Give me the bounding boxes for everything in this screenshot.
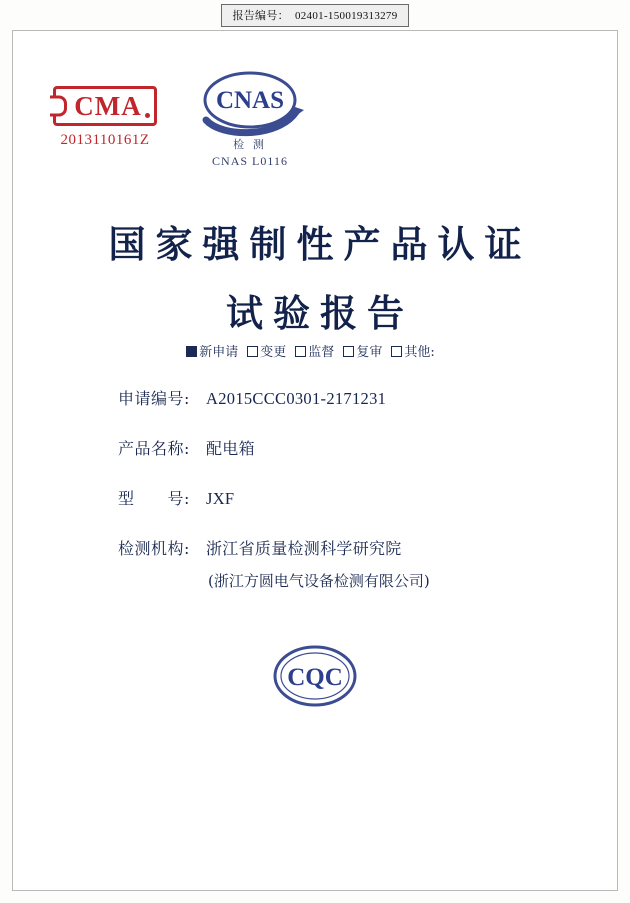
cma-letters: CMA [74,90,142,121]
cqc-seal [0,640,630,712]
svg-text:CQC: CQC [287,664,343,691]
field-value: 浙江省质量检测科学研究院 [206,539,402,558]
field-row [118,486,570,509]
cma-logo [40,86,170,149]
application-type-option[interactable] [295,341,334,360]
cnas-logo [180,66,320,169]
report-number-strip [0,4,630,26]
field-value: A2015CCC0301-2171231 [206,389,387,408]
field-row [118,436,570,459]
application-type-option[interactable] [391,341,434,360]
report-number-value: 02401-150019313279 [294,9,398,22]
report-number-box [221,4,408,27]
field-list [118,386,570,615]
checkbox-icon[interactable] [295,346,306,357]
application-type-label: 新申请 [199,345,239,360]
application-type-label: 监督 [308,345,335,360]
application-type-label: 其他: [404,345,435,360]
application-type-option[interactable] [343,341,382,360]
report-number-label: 报告编号： [232,9,289,22]
field-label: 检测机构: [118,539,190,558]
cnas-code: CNAS L0116 [212,154,288,168]
checkbox-icon[interactable] [343,346,354,357]
cma-code: 2013110161Z [60,132,150,148]
cnas-mark-icon [192,66,308,140]
application-type-options [0,341,630,360]
field-value: JXF [206,489,235,508]
field-label: 产品名称: [118,439,190,458]
application-type-label: 复审 [356,345,383,360]
application-type-label: 变更 [260,345,287,360]
field-row [118,386,570,409]
field-row [118,536,570,559]
checkbox-icon[interactable] [391,346,402,357]
accreditation-logos [30,58,330,178]
cqc-mark-icon [263,640,367,712]
cma-mark-icon [53,86,157,126]
application-type-option[interactable] [186,341,238,360]
field-label: 申请编号: [118,389,190,408]
field-value-secondary: (浙江方圆电气设备检测有限公司) [208,572,430,590]
svg-text:CNAS: CNAS [215,87,285,114]
cnas-sublabel: 检 测 [233,139,267,151]
application-type-option[interactable] [247,341,286,360]
checkbox-icon[interactable] [247,346,258,357]
document-title-line2: 试验报告 [226,291,414,335]
checkbox-icon[interactable] [186,346,197,357]
document-title-line1: 国家强制性产品认证 [108,222,532,266]
field-label: 型 号: [118,489,190,508]
field-value: 配电箱 [206,439,255,458]
